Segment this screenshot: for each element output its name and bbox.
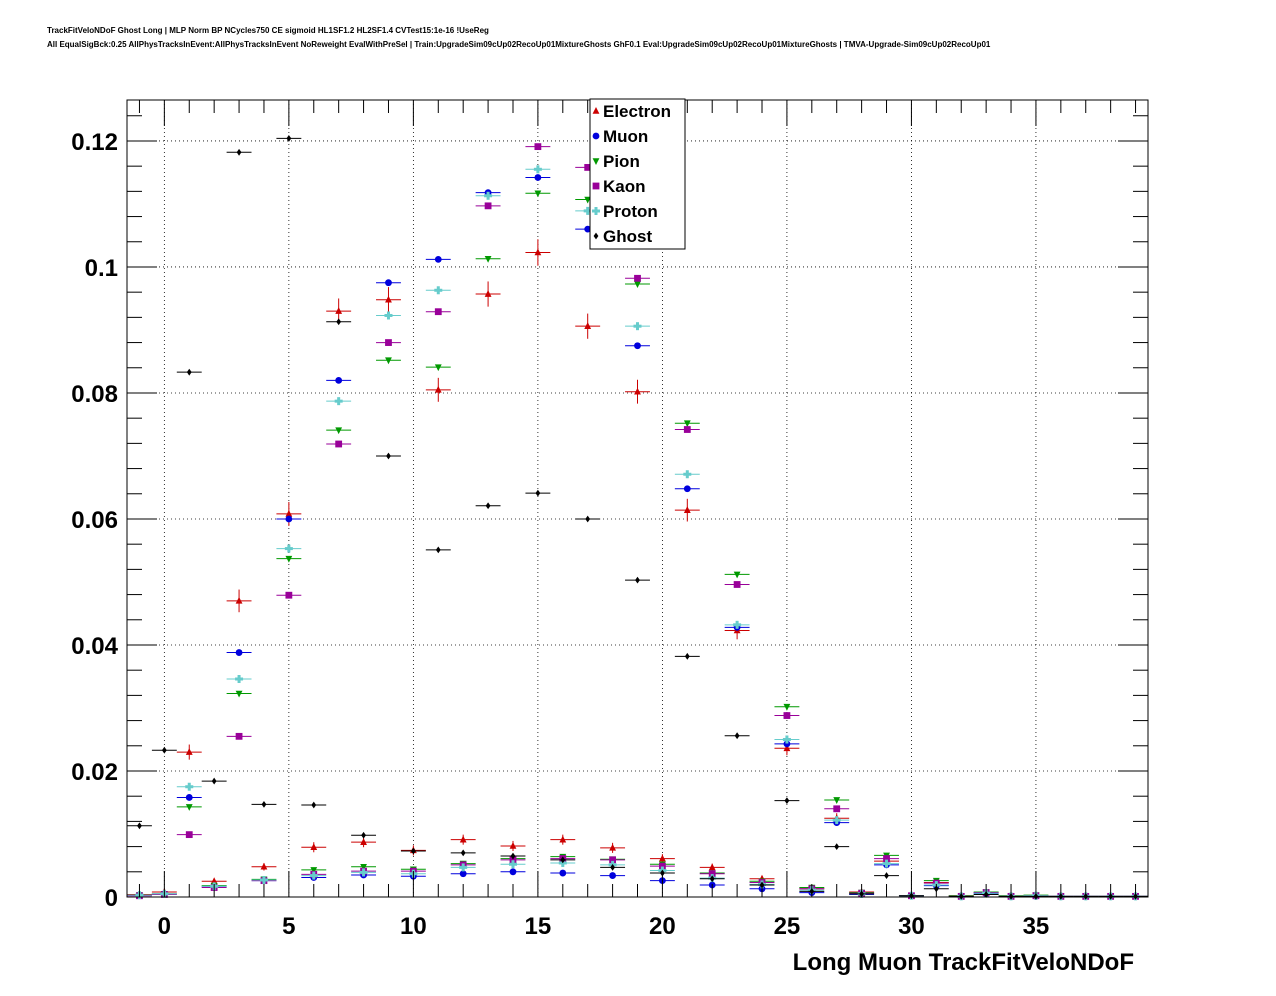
data-point — [411, 848, 416, 855]
x-tick-label: 5 — [282, 913, 296, 940]
legend-label: Ghost — [603, 227, 653, 246]
data-point — [634, 388, 641, 395]
legend — [590, 99, 685, 249]
data-point — [460, 836, 467, 843]
y-tick-label: 0.08 — [71, 380, 118, 408]
data-point — [285, 545, 293, 553]
data-point — [535, 490, 540, 497]
data-point — [186, 831, 193, 838]
x-tick-label: 25 — [773, 913, 801, 940]
cross-stem — [337, 397, 340, 405]
x-tick-label: 35 — [1022, 913, 1050, 940]
x-tick-label: 30 — [898, 913, 925, 940]
data-point — [659, 855, 666, 862]
y-tick-label: 0 — [104, 885, 118, 912]
cross-stem — [636, 322, 639, 330]
data-point — [212, 778, 217, 785]
cross-stem — [312, 872, 315, 880]
data-point — [237, 149, 242, 156]
data-point — [884, 872, 889, 879]
data-point — [734, 581, 741, 588]
data-point — [534, 248, 541, 255]
y-tick-label: 0.06 — [71, 506, 118, 534]
data-point — [634, 322, 642, 330]
data-point — [785, 797, 790, 804]
data-point — [584, 322, 591, 329]
cross-stem — [736, 621, 739, 629]
cross-stem — [362, 868, 365, 876]
data-point — [634, 275, 641, 282]
x-tick-label: 0 — [157, 913, 172, 940]
cross-stem — [262, 876, 265, 884]
series-pion — [127, 190, 1148, 900]
data-point — [784, 712, 791, 719]
cross-stem — [835, 816, 838, 824]
data-point — [310, 843, 317, 850]
data-point — [335, 397, 343, 405]
data-point — [609, 872, 616, 879]
cross-stem — [462, 863, 465, 871]
data-point — [335, 377, 342, 384]
axis-tick-labels — [71, 129, 1049, 940]
series-electron — [127, 239, 1148, 899]
chart-title-line-2: All EqualSigBck:0.25 AllPhysTracksInEvent:AllPhysTracksInEvent NoReweight EvalWithPreSel | Train:UpgradeSim09cUp02RecoUp01MixtureGhosts GhF0.1 Eval:UpgradeSim09cUp02RecoUp01MixtureGhosts | TMVA-Upgrade-Sim09cUp02RecoUp01 — [47, 40, 991, 49]
data-point — [461, 849, 466, 856]
data-point — [735, 732, 740, 739]
series-kaon — [127, 143, 1148, 900]
data-point — [162, 747, 167, 754]
cross-stem — [188, 783, 191, 791]
data-point — [435, 364, 442, 371]
x-tick-label: 10 — [400, 913, 427, 940]
data-point — [187, 369, 192, 376]
cross-stem — [287, 545, 290, 553]
cross-stem — [536, 165, 539, 173]
x-tick-label: 15 — [524, 913, 552, 940]
cross-stem — [487, 192, 490, 200]
data-point — [262, 801, 267, 808]
data-point — [335, 441, 342, 448]
data-point — [634, 342, 641, 349]
data-point — [336, 318, 341, 325]
cross-stem — [586, 207, 589, 215]
data-point — [385, 296, 392, 303]
data-point — [683, 470, 691, 478]
data-point — [486, 502, 491, 509]
legend-label: Proton — [603, 202, 658, 221]
data-point — [236, 649, 243, 656]
data-series — [127, 135, 1148, 900]
data-point — [684, 485, 691, 492]
data-point — [285, 592, 292, 599]
cross-stem — [686, 470, 689, 478]
data-point — [137, 822, 142, 829]
y-tick-label: 0.12 — [71, 128, 118, 156]
data-point — [534, 165, 542, 173]
data-point — [534, 174, 541, 181]
data-point — [186, 794, 193, 801]
data-point — [834, 843, 839, 850]
data-point — [236, 733, 243, 740]
data-point — [186, 748, 193, 755]
cross-stem — [595, 207, 598, 215]
data-point — [685, 653, 690, 660]
data-point — [485, 256, 492, 263]
data-point — [435, 308, 442, 315]
data-point — [185, 783, 193, 791]
data-point — [833, 805, 840, 812]
data-point — [436, 546, 441, 553]
data-point — [235, 675, 243, 683]
legend-label: Muon — [603, 127, 649, 146]
data-point — [833, 797, 840, 804]
x-tick-label: 20 — [649, 913, 676, 940]
y-tick-label: 0.04 — [71, 632, 118, 660]
cross-stem — [885, 860, 888, 868]
chart-title-line-1: TrackFitVeloNDoF Ghost Long | MLP Norm BP NCycles750 CE sigmoid HL1SF1.2 HL2SF1.4 CVTest15:1e-16 !UseReg — [47, 26, 489, 35]
data-point — [186, 804, 193, 811]
data-point — [361, 832, 366, 839]
data-point — [485, 202, 492, 209]
data-point — [435, 256, 442, 263]
data-point — [385, 279, 392, 286]
data-point — [485, 290, 492, 297]
legend-entry-electron — [593, 102, 671, 121]
series-ghost — [127, 135, 1148, 900]
cross-stem — [387, 311, 390, 319]
y-tick-label: 0.1 — [84, 254, 118, 282]
data-point — [510, 868, 517, 875]
legend-entry-ghost — [594, 227, 653, 246]
data-point — [311, 802, 316, 809]
data-point — [559, 870, 566, 877]
data-point — [634, 281, 641, 288]
data-point — [236, 597, 243, 604]
data-point — [534, 190, 541, 197]
legend-marker — [593, 183, 600, 190]
data-point — [285, 516, 292, 523]
cross-stem — [511, 860, 514, 868]
legend-label: Pion — [603, 152, 640, 171]
data-point — [236, 691, 243, 698]
legend-label: Electron — [603, 102, 672, 121]
cross-stem — [238, 675, 241, 683]
data-point — [510, 842, 517, 849]
data-point — [684, 426, 691, 433]
legend-marker — [593, 133, 600, 140]
legend-label: Kaon — [603, 177, 646, 196]
data-point — [784, 704, 791, 711]
x-axis-title: Long Muon TrackFitVeloNDoF — [792, 949, 1134, 976]
data-point — [335, 427, 342, 434]
data-point — [384, 311, 392, 319]
data-point — [559, 836, 566, 843]
data-point — [285, 556, 292, 563]
data-point — [335, 307, 342, 314]
data-point — [585, 516, 590, 523]
y-tick-label: 0.02 — [71, 758, 118, 786]
data-point — [709, 863, 716, 870]
data-point — [635, 577, 640, 584]
data-point — [386, 453, 391, 460]
cross-stem — [785, 735, 788, 743]
data-point — [435, 386, 442, 393]
data-point — [684, 506, 691, 513]
cross-stem — [437, 286, 440, 294]
data-point — [385, 357, 392, 364]
data-point — [534, 143, 541, 150]
data-point — [261, 863, 268, 870]
data-point — [434, 286, 442, 294]
data-point — [360, 838, 367, 845]
data-point — [385, 339, 392, 346]
data-point — [609, 844, 616, 851]
data-point — [734, 572, 741, 579]
